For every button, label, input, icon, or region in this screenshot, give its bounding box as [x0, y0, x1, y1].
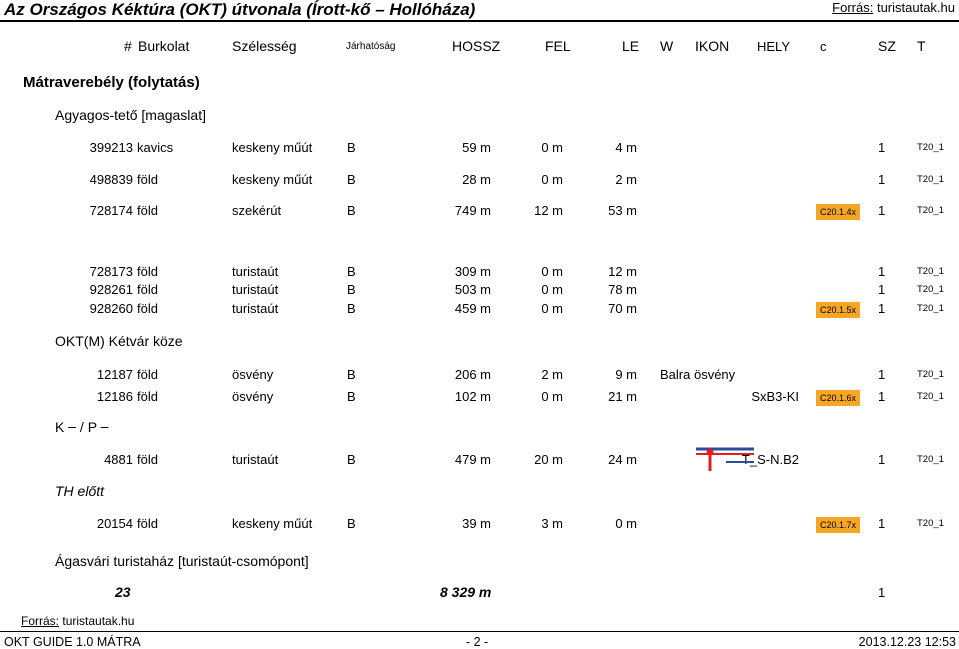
kp-sep: / — [79, 419, 84, 435]
col-jarhatosag: Járhatóság — [346, 41, 396, 52]
cell-szel: keskeny műút — [232, 140, 313, 155]
source-link-top[interactable] — [832, 0, 955, 15]
cell-t: T20_1 — [917, 284, 944, 295]
cell-szel: szekérút — [232, 203, 282, 218]
footer-divider — [0, 631, 959, 632]
waypoint-th: TH előtt — [55, 483, 105, 499]
cell-t: T20_1 — [917, 205, 944, 216]
col-szelesseg: Szélesség — [232, 38, 297, 54]
cell-hossz: 206 m — [454, 367, 491, 382]
cell-sz: 1 — [878, 264, 886, 279]
cell-sz: 1 — [878, 301, 886, 316]
cell-burkolat: föld — [137, 516, 158, 531]
cell-fel: 2 m — [541, 367, 563, 382]
page-title: Az Országos Kéktúra (OKT) útvonala (Írott-kő – Hollóháza) — [4, 0, 476, 19]
cell-fel: 0 m — [541, 140, 563, 155]
cell-burkolat: föld — [137, 172, 158, 187]
cell-sz: 1 — [878, 516, 886, 531]
cell-jar: B — [347, 282, 356, 297]
cell-fel: 0 m — [541, 282, 563, 297]
cell-szel: turistaút — [232, 452, 279, 467]
cell-le: 78 m — [608, 282, 637, 297]
cell-jar: B — [347, 203, 356, 218]
cell-t: T20_1 — [917, 391, 944, 402]
cell-szel: keskeny műút — [232, 172, 313, 187]
cell-hossz: 749 m — [454, 203, 491, 218]
cell-id: 12187 — [96, 367, 133, 382]
cell-fel: 0 m — [541, 389, 563, 404]
cell-burkolat: föld — [137, 452, 158, 467]
cell-c: C20.1.6x — [816, 390, 860, 406]
cell-t: T20_1 — [917, 266, 944, 277]
cell-le: 53 m — [608, 203, 637, 218]
cell-id: 728173 — [89, 264, 133, 279]
waypoint-kp — [55, 419, 108, 435]
cell-hossz: 59 m — [462, 140, 491, 155]
col-w: W — [660, 38, 674, 54]
cell-jar: B — [347, 264, 356, 279]
cell-le: 12 m — [608, 264, 637, 279]
footer-left: OKT GUIDE 1.0 MÁTRA — [4, 635, 141, 649]
cell-fel: 0 m — [541, 264, 563, 279]
cell-le: 21 m — [608, 389, 637, 404]
cell-id: 4881 — [104, 452, 133, 467]
cell-fel: 3 m — [541, 516, 563, 531]
cell-hossz: 503 m — [454, 282, 491, 297]
cell-hossz: 28 m — [462, 172, 491, 187]
cell-szel: ösvény — [232, 367, 274, 382]
cell-t: T20_1 — [917, 369, 944, 380]
cell-sz: 1 — [878, 140, 886, 155]
cell-t: T20_1 — [917, 454, 944, 465]
cell-burkolat: föld — [137, 389, 158, 404]
cell-jar: B — [347, 140, 356, 155]
cell-id: 20154 — [96, 516, 133, 531]
cell-burkolat: föld — [137, 264, 158, 279]
cell-jar: B — [347, 452, 356, 467]
cell-szel: turistaút — [232, 264, 279, 279]
col-fel: FEL — [545, 38, 571, 54]
total-count: 23 — [115, 584, 131, 600]
cell-id: 928261 — [89, 282, 133, 297]
cell-sz: 1 — [878, 203, 886, 218]
cell-id: 728174 — [89, 203, 133, 218]
cell-hossz: 39 m — [462, 516, 491, 531]
col-ikon: IKON — [695, 38, 730, 54]
cell-fel: 0 m — [541, 172, 563, 187]
cell-jar: B — [347, 301, 356, 316]
section-title: Mátraverebély (folytatás) — [23, 74, 200, 91]
kp-p: P — [87, 419, 97, 435]
cell-c: C20.1.4x — [816, 204, 860, 220]
footer-date: 2013.12.23 12:53 — [858, 635, 956, 649]
cell-burkolat: föld — [137, 301, 158, 316]
source-label: Forrás: — [832, 0, 874, 15]
source-link-bottom[interactable] — [21, 614, 134, 628]
cell-t: T20_1 — [917, 303, 944, 314]
source-label-bottom: Forrás: — [21, 614, 60, 628]
col-c: c — [820, 39, 827, 54]
cell-id: 928260 — [89, 301, 133, 316]
col-t: T — [917, 38, 926, 54]
source-value: turistautak.hu — [876, 0, 955, 15]
cell-burkolat: föld — [137, 203, 158, 218]
col-hossz: HOSSZ — [452, 38, 501, 54]
cell-szel: turistaút — [232, 282, 279, 297]
footer-page: - 2 - — [466, 635, 489, 649]
cell-le: 2 m — [615, 172, 637, 187]
cell-t: T20_1 — [917, 174, 944, 185]
cell-szel: ösvény — [232, 389, 274, 404]
total-length: 8 329 m — [440, 584, 492, 600]
cell-le: 0 m — [615, 516, 637, 531]
col-sz: SZ — [878, 38, 896, 54]
cell-sz: 1 — [878, 389, 886, 404]
cell-fel: 0 m — [541, 301, 563, 316]
cell-szel: keskeny műút — [232, 516, 313, 531]
cell-jar: B — [347, 367, 356, 382]
cell-fel: 20 m — [534, 452, 563, 467]
cell-hely: T_S-N.B2 — [741, 452, 799, 467]
col-burkolat: Burkolat — [138, 38, 190, 54]
col-hely: HELY — [757, 39, 790, 54]
cell-t: T20_1 — [917, 142, 944, 153]
cell-burkolat: föld — [137, 282, 158, 297]
cell-burkolat: föld — [137, 367, 158, 382]
source-value-bottom: turistautak.hu — [62, 614, 135, 628]
waypoint-oktm: OKT(M) Kétvár köze — [55, 333, 183, 349]
cell-hossz: 309 m — [454, 264, 491, 279]
cell-id: 12186 — [96, 389, 133, 404]
cell-sz: 1 — [878, 452, 886, 467]
cell-jar: B — [347, 172, 356, 187]
total-sz: 1 — [878, 585, 886, 600]
waypoint-end: Ágasvári turistaház [turistaút-csomópont] — [55, 553, 309, 569]
cell-le: 24 m — [608, 452, 637, 467]
cell-fel: 12 m — [534, 203, 563, 218]
cell-hossz: 459 m — [454, 301, 491, 316]
cell-sz: 1 — [878, 282, 886, 297]
cell-jar: B — [347, 516, 356, 531]
kp-k: K — [55, 419, 65, 435]
cell-hossz: 102 m — [454, 389, 491, 404]
cell-jar: B — [347, 389, 356, 404]
cell-le: 4 m — [615, 140, 637, 155]
cell-le: 70 m — [608, 301, 637, 316]
cell-szel: turistaút — [232, 301, 279, 316]
cell-c: C20.1.5x — [816, 302, 860, 318]
cell-hossz: 479 m — [454, 452, 491, 467]
cell-burkolat: kavics — [137, 140, 174, 155]
col-le: LE — [622, 38, 640, 54]
cell-sz: 1 — [878, 367, 886, 382]
cell-le: 9 m — [615, 367, 637, 382]
cell-c: C20.1.7x — [816, 517, 860, 533]
trail-junction-marker-icon — [696, 444, 754, 472]
cell-id: 498839 — [89, 172, 133, 187]
cell-sz: 1 — [878, 172, 886, 187]
cell-id: 399213 — [89, 140, 133, 155]
col-num: # — [124, 38, 132, 54]
cell-w: Balra ösvény — [660, 367, 736, 382]
waypoint-agyagos: Agyagos-tető [magaslat] — [55, 107, 206, 123]
title-divider — [0, 20, 959, 22]
cell-hely: SxB3-KI — [751, 389, 799, 404]
cell-t: T20_1 — [917, 518, 944, 529]
